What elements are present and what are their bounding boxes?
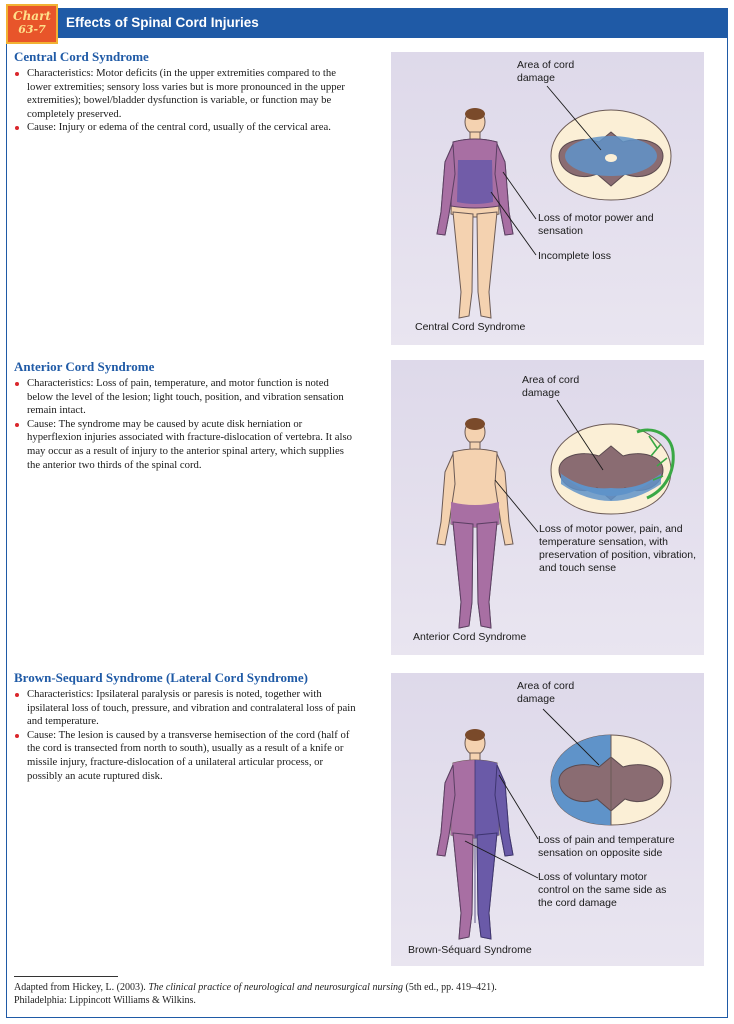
callout-motor-sensation: Loss of motor power and sensation <box>538 212 654 237</box>
bullet-list <box>14 67 356 135</box>
citation-publisher: Philadelphia: Lippincott Williams & Wilkins. <box>14 994 196 1006</box>
area-of-damage-label: Area of cord damage <box>522 374 580 399</box>
footer-rule <box>14 976 118 977</box>
citation-lead: Adapted from Hickey, L. (2003). <box>14 982 146 993</box>
figure-caption: Central Cord Syndrome <box>415 321 526 333</box>
section-title: Brown-Sequard Syndrome (Lateral Cord Syndrome) <box>14 670 308 685</box>
figure-central-cord <box>391 52 704 345</box>
bullet-list <box>14 377 356 472</box>
bullet-characteristics: Characteristics: Loss of pain, temperature, and motor function is noted below the level of the lesion; light touch, position, and vibration sensation remain intact. <box>14 377 356 418</box>
section-anterior-cord <box>14 359 356 472</box>
section-title: Anterior Cord Syndrome <box>14 359 155 374</box>
human-figure <box>437 108 513 318</box>
bullet-cause: Cause: The lesion is caused by a transverse hemisection of the cord (half of the cord is transected from north to south), usually as a result of a knife or missile injury, fracture-dislocation of a unilateral articular process, or possibly an acute ruptured disk. <box>14 729 356 783</box>
bullet-cause: Cause: Injury or edema of the central cord, usually of the cervical area. <box>14 121 356 135</box>
cord-cross-section <box>551 735 671 825</box>
callout-pain-temperature-opposite: Loss of pain and temperature sensation on opposite side <box>538 834 675 859</box>
bullet-list <box>14 688 356 783</box>
cord-cross-section <box>551 110 671 200</box>
cord-cross-section <box>551 424 673 514</box>
figure-caption: Brown-Séquard Syndrome <box>408 944 532 956</box>
chart-number: 63-7 <box>18 23 46 36</box>
page-title: Effects of Spinal Cord Injuries <box>66 15 259 30</box>
human-figure <box>437 418 513 628</box>
bullet-cause: Cause: The syndrome may be caused by acute disk herniation or hyperflexion injuries associated with fracture-dislocation of vertebra. It also may occur as a result of injury to the anterior spinal artery, which supplies the anterior two thirds of the spinal cord. <box>14 418 356 472</box>
callout-incomplete-loss: Incomplete loss <box>538 250 611 262</box>
citation-title: The clinical practice of neurological and neurosurgical nursing <box>148 982 404 993</box>
chart-number-badge <box>6 4 58 44</box>
footer-citation <box>14 982 497 1007</box>
area-of-damage-label: Area of cord damage <box>517 680 575 705</box>
citation-line <box>14 982 497 995</box>
section-brown-sequard <box>14 670 356 783</box>
bullet-characteristics: Characteristics: Motor deficits (in the upper extremities compared to the lower extremities; sensory loss varies but is more pronounced in the upper extremities); bowel/bladder dysfunction is variable, or function may be completely preserved. <box>14 67 356 121</box>
section-title: Central Cord Syndrome <box>14 49 149 64</box>
chart-label: Chart <box>13 9 51 23</box>
callout-voluntary-motor-same-side: Loss of voluntary motor control on the same side as the cord damage <box>538 871 667 909</box>
figure-brown-sequard <box>391 673 704 966</box>
brown-sequard-illustration <box>391 673 704 966</box>
citation-tail: (5th ed., pp. 419–421). <box>405 982 497 993</box>
area-of-damage-label: Area of cord damage <box>517 59 575 84</box>
bullet-characteristics: Characteristics: Ipsilateral paralysis or paresis is noted, together with ipsilateral loss of touch, pressure, and vibration and contralateral loss of pain and temperature. <box>14 688 356 729</box>
section-central-cord <box>14 49 356 135</box>
anterior-cord-illustration <box>391 360 704 655</box>
callout-motor-pain-temperature: Loss of motor power, pain, and temperature sensation, with preservation of position, vibration, and touch sense <box>539 523 697 574</box>
central-cord-illustration <box>391 52 704 345</box>
human-figure <box>437 729 513 939</box>
figure-caption: Anterior Cord Syndrome <box>413 631 527 643</box>
figure-anterior-cord <box>391 360 704 655</box>
